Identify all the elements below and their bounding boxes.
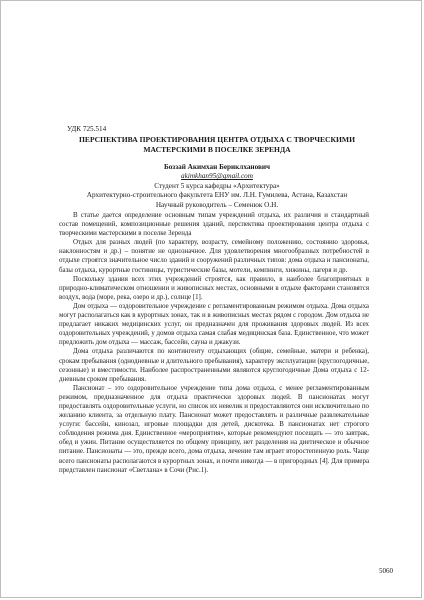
abstract-paragraph: В статье дается определение основным типам учреждений отдыха, их различия и стандартный состав помещений, композиционные решения зданий, перспектива проектирования центра отдыха с творческими мастерскими в поселке Зеренда	[59, 212, 369, 238]
article-body	[59, 211, 369, 475]
body-paragraph: Поскольку здания всех этих учреждений строятся, как правило, в наиболее благоприятных в природно-климатическом отношении и живописных местах, основными в отдыхе факторами становятся воздух, вода (море, река, озеро и др.), солнце [1].	[59, 275, 369, 301]
author-block	[67, 163, 367, 210]
body-paragraph: Отдых для разных людей (по характеру, возрасту, семейному положению, состоянию здоровья, наклонностям и др.) – понятие не однозначное. Для удовлетворения многообразных потребностей в отдыхе строятся значительное число зданий и сооружений различных типов: дома отдыха и пансионаты, базы отдыха, курортные гостиницы, туристические базы, мотели, кемпинги, хижины, лагеря и др.	[59, 239, 369, 274]
author-position: Студент 5 курса кафедры «Архитектура»	[154, 181, 280, 190]
scientific-supervisor: Научный руководитель – Семенюк О.Н.	[155, 200, 279, 209]
author-affiliation: Архитектурно-строительного факультета ЕНУ им. Л.Н. Гумилева, Астана, Казахстан	[86, 191, 348, 200]
body-paragraph: Дома отдыха различаются по контингенту отдыхающих (общие, семейные, матери и ребенка), срокам пребывания (однодневные и длительного пребывания), характеру эксплуатации (круглогодичные, сезонные) и вместимости. Наиболее распространенными являются круглогодичные Дома отдыха с 12-дневным сроком пребывания.	[59, 348, 369, 383]
article-title: ПЕРСПЕКТИВА ПРОЕКТИРОВАНИЯ ЦЕНТРА ОТДЫХА С ТВОРЧЕСКИМИ МАСТЕРСКИМИ В ПОСЕЛКЕ ЗЕРЕНДА	[78, 135, 356, 154]
author-name: Боззай Акимхан Бериклханович	[163, 163, 271, 171]
page-number: 5060	[379, 567, 393, 575]
author-email-link[interactable]: akimkhan95@gmail.com	[181, 172, 253, 181]
udk-code: УДК 725.514	[67, 125, 107, 133]
body-paragraph: Дом отдыха — оздоровительное учреждение с регламентированным режимом отдыха. Дома отдыха могут располагаться как в курортных зонах, так и в живописных местах рядом с городом. Дом отдыха не предлагает никаких медицинских услуг, он предназначен для проживания здоровых людей. Из всех оздоровительных учреждений, у домов отдыха самая слабая медицинская база. Единственное, что может предложить дом отдыха — массаж, бассейн, сауна и джакузи.	[59, 302, 369, 347]
body-paragraph: Пансионат – это оздоровительное учреждение типа дома отдыха, с менее регламентированным режимом, предназначенное для отдыха практически здоровых людей. В пансионатах могут предоставлять оздоровительные услуги, но список их невелик и предоставляются они исключительно по желанию клиента, за отдельную плату. Пансионат может предоставлять и различные развлекательные услуги: бассейн, кинозал, игровые площадки для детей, дискотека. В пансионатах нет строгого соблюдения режима дня. Единственное «мероприятия», которые рекомендуют посещать — это завтрак, обед и ужин. Питание осуществляется по общему принципу, нет разделения на диетическое и обычное питание. Пансионаты — это, прежде всего, дома отдыха, лечение там играет второстепенную роль. Чаще всего пансионаты располагаются в курортных зонах, и почти никогда — в пригородных [4]. Для примера представлен пансионат «Светлана» в Сочи (Рис.1).	[59, 384, 369, 474]
